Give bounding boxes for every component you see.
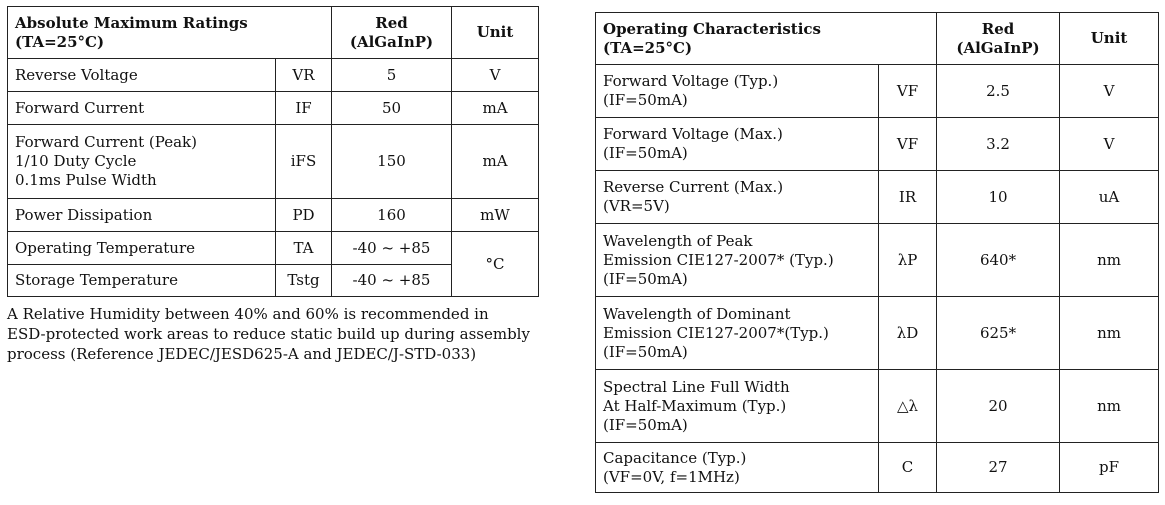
unit-cell: V [452,59,539,92]
param-text: Forward Current [15,98,145,117]
table-row [8,59,539,92]
symbol-cell: VR [276,59,332,92]
unit-cell: V [1060,118,1159,171]
param-text: Forward Voltage (Max.) [603,125,783,143]
param-text: Spectral Line Full Width [603,377,790,396]
value-cell: 640* [937,224,1060,297]
unit-cell: nm [1060,297,1159,370]
symbol-cell: Tstg [276,265,332,297]
unit-cell: mA [452,92,539,125]
column-header-red-line1: Red [981,19,1015,38]
param-text: Forward Current (Peak) [15,133,197,151]
operating-characteristics-table [595,12,1159,493]
symbol-cell: iFS [276,125,332,199]
param-text: At Half-Maximum (Typ.) [603,396,787,415]
param-cell [8,232,276,265]
param-text: Wavelength of Peak [603,231,753,250]
param-cell [596,370,879,443]
column-header-red-line2: (AlGaInP) [349,32,434,51]
param-cell [596,118,879,171]
value-cell: 27 [937,443,1060,493]
param-text: (IF=50mA) [603,91,688,109]
unit-cell: pF [1060,443,1159,493]
param-cell [8,92,276,125]
value-cell: 160 [332,199,452,232]
value-cell: 5 [332,59,452,92]
unit-cell: uA [1060,171,1159,224]
column-header-red [332,7,452,59]
symbol-cell: λP [879,224,937,297]
unit-cell: V [1060,65,1159,118]
symbol-cell: VF [879,118,937,171]
table-row [596,171,1159,224]
param-cell [8,199,276,232]
param-text: Wavelength of Dominant [603,304,791,323]
value-cell: -40 ~ +85 [332,265,452,297]
symbol-cell: IF [276,92,332,125]
symbol-cell: λD [879,297,937,370]
unit-cell: mA [452,125,539,199]
table-row [8,125,539,199]
param-cell [596,297,879,370]
param-cell [596,224,879,297]
table-header-row [596,13,1159,65]
table-title [596,13,937,65]
table-row [596,297,1159,370]
param-text: 0.1ms Pulse Width [15,171,157,189]
table-title-text: Absolute Maximum Ratings [15,13,248,32]
symbol-cell: PD [276,199,332,232]
param-text: Reverse Current (Max.) [603,178,784,196]
value-cell: 10 [937,171,1060,224]
symbol-cell: IR [879,171,937,224]
param-text: Operating Temperature [15,238,196,257]
column-header-red-line1: Red [375,13,408,32]
symbol-cell: VF [879,65,937,118]
param-text: Forward Voltage (Typ.) [603,72,779,90]
absolute-maximum-ratings-table [7,6,539,297]
param-text: (IF=50mA) [603,269,688,288]
column-header-unit: Unit [452,7,539,59]
value-cell: 2.5 [937,65,1060,118]
value-cell: 625* [937,297,1060,370]
column-header-unit: Unit [1060,13,1159,65]
symbol-cell: TA [276,232,332,265]
param-text: Power Dissipation [15,205,153,224]
table-condition: (TA=25°C) [603,38,693,57]
param-text: (VF=0V, f=1MHz) [603,467,740,486]
table-row [8,232,539,265]
param-cell [8,125,276,199]
symbol-cell: C [879,443,937,493]
symbol-cell: △λ [879,370,937,443]
param-text: Capacitance (Typ.) [603,448,747,467]
value-cell: 150 [332,125,452,199]
note-line: A Relative Humidity between 40% and 60% is recommended in [7,305,489,323]
table-row [8,92,539,125]
param-cell [8,265,276,297]
param-text: Emission CIE127-2007*(Typ.) [603,323,829,342]
param-cell [596,171,879,224]
table-title-text: Operating Characteristics [603,19,822,38]
table-row [596,224,1159,297]
param-text: Emission CIE127-2007* (Typ.) [603,250,834,269]
table-title [8,7,332,59]
table-row [596,370,1159,443]
param-text: Reverse Voltage [15,65,138,84]
unit-cell: °C [452,232,539,297]
table-condition: (TA=25°C) [15,32,105,51]
param-text: (IF=50mA) [603,415,688,434]
value-cell: 3.2 [937,118,1060,171]
table-header-row [8,7,539,59]
param-text: (IF=50mA) [603,144,688,162]
note-line: process (Reference JEDEC/JESD625-A and JEDEC/J-STD-033) [7,345,477,363]
param-cell [596,65,879,118]
value-cell: 20 [937,370,1060,443]
param-text: (IF=50mA) [603,342,688,361]
humidity-note [7,304,547,364]
column-header-red [937,13,1060,65]
column-header-red-line2: (AlGaInP) [956,38,1040,57]
unit-cell: nm [1060,224,1159,297]
unit-cell: nm [1060,370,1159,443]
value-cell: 50 [332,92,452,125]
unit-cell: mW [452,199,539,232]
value-cell: -40 ~ +85 [332,232,452,265]
table-row [596,65,1159,118]
param-cell [596,443,879,493]
table-row [8,199,539,232]
param-cell [8,59,276,92]
note-line: ESD-protected work areas to reduce static build up during assembly [7,325,530,343]
param-text: 1/10 Duty Cycle [15,152,137,170]
param-text: (VR=5V) [603,197,670,215]
table-row [596,443,1159,493]
param-text: Storage Temperature [15,271,178,289]
table-row [596,118,1159,171]
